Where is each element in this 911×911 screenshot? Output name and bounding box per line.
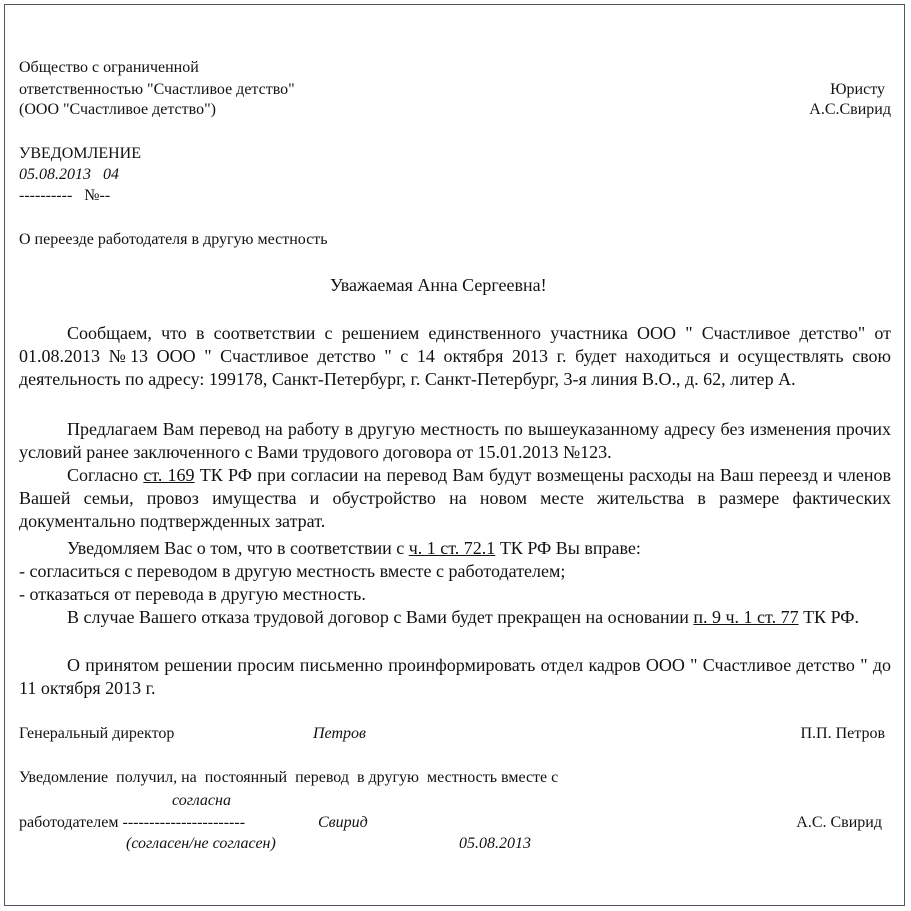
body-paragraph-4-text-a: Уведомляем Вас о том, что в соответствии с xyxy=(67,538,409,558)
consent-hint: (согласен/не согласен) xyxy=(126,835,276,852)
doc-date-number: 05.08.2013 04 xyxy=(19,166,119,183)
doc-type-heading: УВЕДОМЛЕНИЕ xyxy=(19,145,141,162)
law-link-art-169[interactable]: ст. 169 xyxy=(143,465,195,485)
body-paragraph-3 xyxy=(19,464,891,533)
salutation: Уважаемая Анна Сергеевна! xyxy=(330,275,547,295)
body-paragraph-1 xyxy=(19,322,891,391)
body-paragraph-2-text: Предлагаем Вам перевод на работу в другую местность по вышеуказанному адресу без изменения прочих условий ранее заключенного с Вами трудового договора от 15.01.2013 №123. xyxy=(19,419,891,462)
addressee-title: Юристу xyxy=(830,81,885,98)
option-agree: - согласиться с переводом в другую местность вместе с работодателем; xyxy=(19,561,566,581)
body-paragraph-6 xyxy=(19,654,891,700)
director-signature: Петров xyxy=(313,725,366,742)
org-name-line2: ответственностью "Счастливое детство" xyxy=(19,81,295,98)
option-refuse: - отказаться от перевода в другую местность. xyxy=(19,584,366,604)
body-paragraph-3-text-a: Согласно xyxy=(67,465,144,485)
body-paragraph-4 xyxy=(19,537,641,560)
body-paragraph-3-text-b: ТК РФ при согласии на перевод Вам будут возмещены расходы на Ваш переезд и членов Вашей семьи, провоз имущества и обустройство на новом месте жительства в размере фактических документально подтвержденных затрат. xyxy=(19,465,891,531)
body-paragraph-5-text-a: В случае Вашего отказа трудовой договор с Вами будет прекращен на основании xyxy=(67,607,694,627)
law-link-art-72-1[interactable]: ч. 1 ст. 72.1 xyxy=(408,538,496,558)
acknowledgement-line1: Уведомление получил, на постоянный перевод в другую местность вместе с xyxy=(19,769,559,786)
employee-name: А.С. Свирид xyxy=(796,814,882,831)
body-paragraph-2 xyxy=(19,418,891,464)
signatory-name: П.П. Петров xyxy=(800,725,885,742)
acknowledgement-line2: работодателем ----------------------- xyxy=(19,814,246,831)
body-paragraph-6-text: О принятом решении просим письменно проинформировать отдел кадров ООО " Счастливое детство " до 11 октября 2013 г. xyxy=(19,655,891,698)
org-name-line3: (ООО "Счастливое детство") xyxy=(19,101,216,118)
acknowledgement-date: 05.08.2013 xyxy=(459,835,531,852)
subject-line: О переезде работодателя в другую местность xyxy=(19,231,328,248)
body-paragraph-1-text: Сообщаем, что в соответствии с решением единственного участника ООО " Счастливое детство" от 01.08.2013 №13 ООО " Счастливое детство " с 14 октября 2013 г. будет находиться и осуществлять свою деятельность по адресу: 199178, Санкт-Петербург, г. Санкт-Петербург, 3-я линия В.О., д. 62, литер А. xyxy=(19,323,891,389)
signatory-position: Генеральный директор xyxy=(19,725,175,742)
body-paragraph-4-text-b: ТК РФ Вы вправе: xyxy=(495,538,641,558)
consent-value: согласна xyxy=(172,792,231,809)
body-paragraph-5 xyxy=(19,606,891,629)
employee-signature: Свирид xyxy=(318,814,368,831)
body-paragraph-5-text-b: ТК РФ. xyxy=(798,607,859,627)
org-name-line1: Общество с ограниченной xyxy=(19,59,199,76)
law-link-art-77[interactable]: п. 9 ч. 1 ст. 77 xyxy=(693,607,799,627)
addressee-name: А.С.Свирид xyxy=(809,101,891,118)
doc-number-line: ---------- №-- xyxy=(19,187,111,204)
